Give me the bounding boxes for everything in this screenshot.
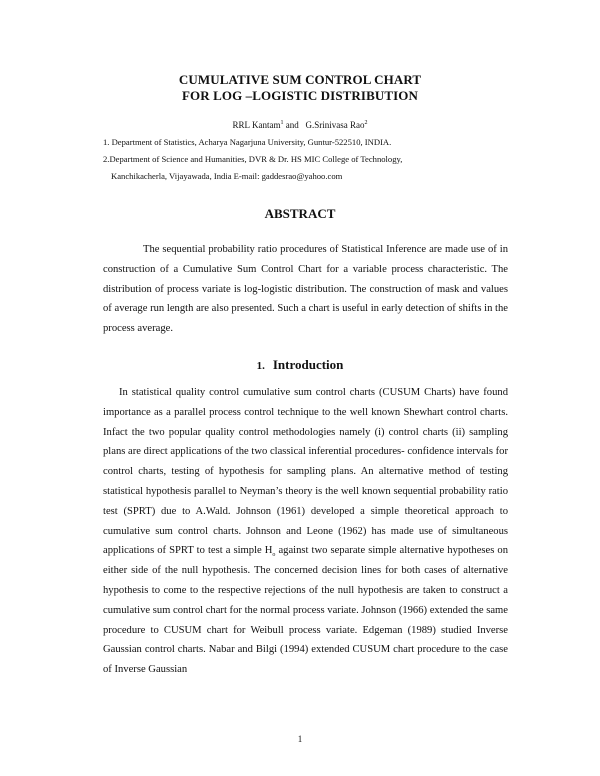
affiliation-2: 2.Department of Science and Humanities, DVR & Dr. HS MIC College of Technology, — [103, 154, 403, 164]
author-line — [0, 120, 600, 130]
introduction-text — [103, 383, 508, 680]
introduction-heading — [0, 357, 600, 373]
paper-title-line-2: FOR LOG –LOGISTIC DISTRIBUTION — [182, 88, 418, 103]
paper-title-line-1: CUMULATIVE SUM CONTROL CHART — [178, 72, 422, 87]
abstract-heading: ABSTRACT — [264, 206, 336, 221]
author-2-affiliation-mark: 2 — [364, 120, 368, 126]
introduction-text-part-2: against two separate simple alternative hypotheses on either side of the null hypothesis. The concerned decision lines for both cases of alternative hypothesis to come to the respective rejections of the null hypothesis are taken to construct a cumulative sum control chart for the normal process variate. Johnson (1966) extended the same procedure to CUSUM chart for Weibull process variate. Edgeman (1989) studied Inverse Gaussian control charts. Nabar and Bilgi (1994) extended CUSUM chart procedure to the case of Inverse Gaussian — [103, 545, 508, 676]
introduction-text-part-1: In statistical quality control cumulative sum control charts (CUSUM Charts) have found importance as a parallel process control technique to the well known Shewhart control charts. Infact the two popular quality control methodologies namely (i) control charts (ii) sampling plans are direct applications of the two classical inferential procedures- confidence intervals for control charts, testing of hypothesis for sampling plans. An alternative method of testing statistical hypothesis parallel to Neyman’s theory is the well known sequential probability ratio test (SPRT) due to A.Wald. Johnson (1961) developed a simple theoretical approach to cumulative sum control charts. Johnson and Leone (1962) has made use of simultaneous applications of SPRT to test a simple H — [103, 387, 508, 557]
page-number: 1 — [297, 734, 303, 744]
author-1: RRL Kantam — [232, 120, 281, 130]
author-conjunction: and — [283, 120, 306, 130]
abstract-text: The sequential probability ratio procedures of Statistical Inference are made use of in construction of a Cumulative Sum Control Chart for a variable process characteristic. The distribution of process variate is log-logistic distribution. The construction of mask and values of average run length are also presented. Such a chart is useful in early detection of shifts in the process average. — [103, 244, 508, 335]
null-hypothesis-subscript: o — [272, 552, 276, 559]
section-number: 1. — [256, 360, 265, 372]
affiliation-3: Kanchikacherla, Vijayawada, India E-mail: gaddesrao@yahoo.com — [111, 171, 343, 181]
affiliation-1: 1. Department of Statistics, Acharya Nagarjuna University, Guntur-522510, INDIA. — [103, 137, 392, 147]
author-1-affiliation-mark: 1 — [280, 120, 284, 126]
section-title: Introduction — [272, 357, 344, 372]
author-2: G.Srinivasa Rao — [305, 120, 365, 130]
